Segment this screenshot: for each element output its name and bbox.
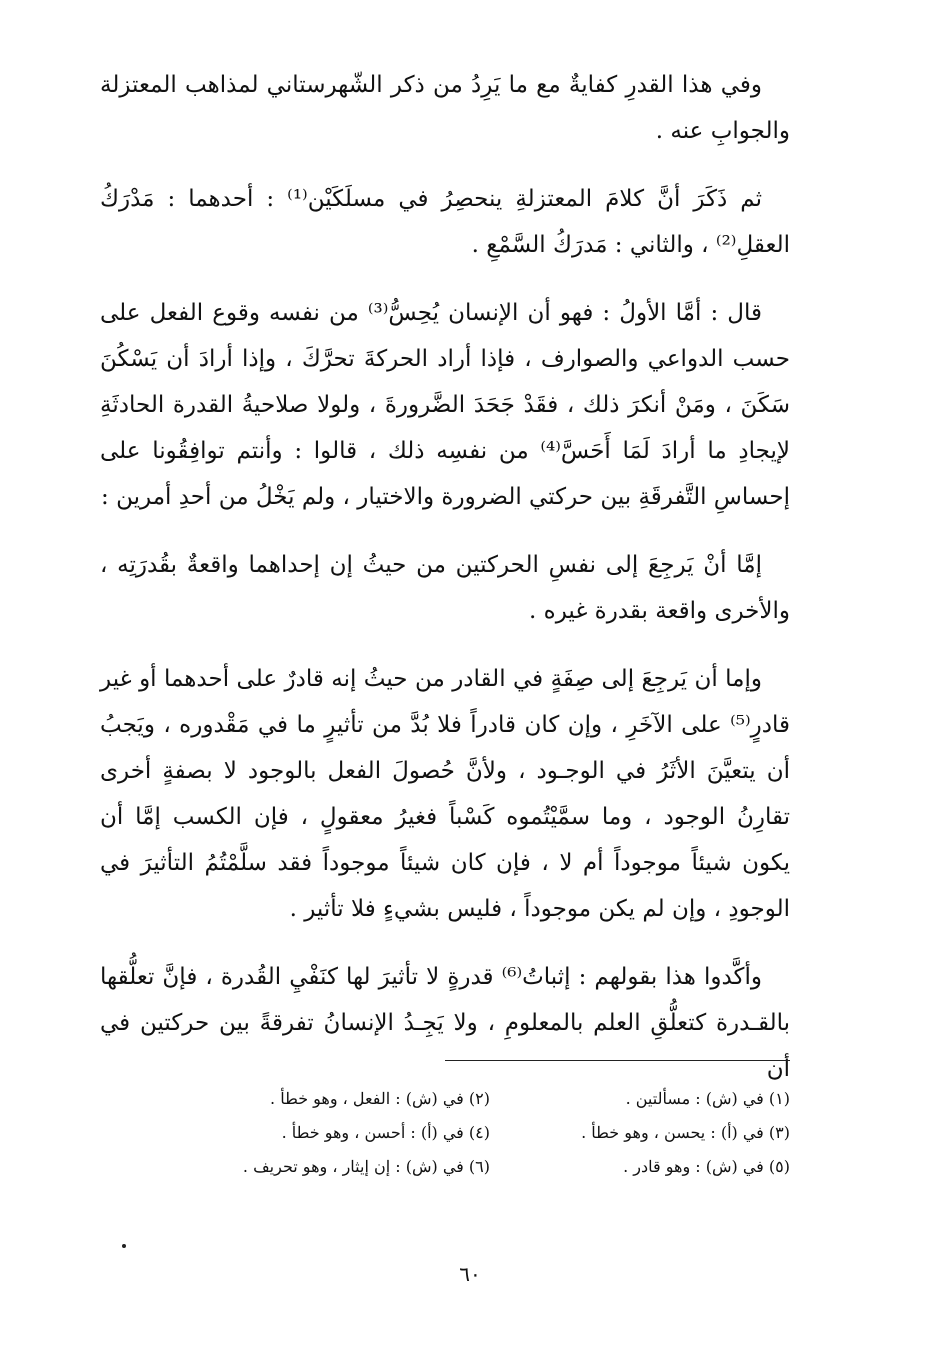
footnote-4: (٤) في (أ) : أحسن ، وهو خطأ .: [281, 1123, 490, 1142]
footnote-row: [140, 1082, 790, 1116]
paragraph-5: وإما أن يَرجِعَ إلى صِفَةٍ في القادر من حيثُ إنه قادرٌ على أحدهما أو غير قادرٍ⁽⁵⁾ على الآخَرِ ، وإن كان قادراً فلا بُدَّ من تأثيرٍ ما في مَقْدوره ، ويَجبُ أن يتعيَّنَ الأثَرُ في الوجـود ، ولأنَّ حُصولَ الفعل بالوجود لا بصفةٍ أخرى تقارِنُ الوجود ، وما سمَّيْتُموه كَسْباً فغيرُ معقولٍ ، فإن الكسب إمَّا أن يكون شيئاً موجوداً أم لا ، فإن كان شيئاً موجوداً فقد سلَّمْتُمُ التأثيرَ في الوجودِ ، وإن لم يكن موجوداً ، فليس بشيءٍ فلا تأثير .: [100, 666, 790, 922]
footnote-row: [140, 1116, 790, 1150]
footnote-6: (٦) في (ش) : إن إيثار ، وهو تحريف .: [242, 1157, 490, 1176]
footnote-5: (٥) في (ش) : وهو قادر .: [623, 1157, 790, 1176]
page-number: ٦٠: [459, 1262, 481, 1286]
paragraph-6: وأكَّدوا هذا بقولهم : إثباتُ⁽⁶⁾ قدرةٍ لا تأثيرَ لها كنَفْيِ القُدرة ، فإنَّ تعلُّقها بالقـدرة كتعلُّقِ العلم بالمعلومِ ، ولا يَجِـدُ الإنسانُ تفرقةً بين حركتين في أن: [100, 964, 790, 1082]
paragraph-2: ثم ذَكَرَ أنَّ كلامَ المعتزلةِ ينحصِرُ في مسلَكَيْن⁽¹⁾ : أحدهما : مَدْرَكُ العقلِ⁽²⁾ ، والثاني : مَدرَكُ السَّمْعِ .: [100, 186, 790, 258]
paragraph-1: وفي هذا القدرِ كفايةٌ مع ما يَرِدُ من ذكر الشّهرستاني لمذاهب المعتزلة والجوابِ عنه .: [100, 72, 790, 144]
main-text: [100, 62, 790, 1092]
paragraph-3: قال : أمَّا الأولُ : فهو أن الإنسان يُحِسُّ⁽³⁾ من نفسه وقوع الفعل على حسب الدواعي والصوارف ، فإذا أراد الحركةَ تحرَّكَ ، وإذا أرادَ أن يَسْكُنَ سَكَنَ ، ومَنْ أنكرَ ذلك ، فقَدْ جَحَدَ الضَّرورةَ ، ولولا صلاحيةُ القدرة الحادثَةِ لإيجادِ ما أرادَ لَمَا أَحَسَّ⁽⁴⁾ من نفسِه ذلك ، قالوا : وأنتم توافِقُونا على إحساسِ التَّفرقَةِ بين حركتي الضرورة والاختيار ، ولم يَخْلُ من أحدِ أمرين :: [100, 300, 790, 510]
paragraph-4: إمَّا أنْ يَرجِعَ إلى نفسِ الحركتين من حيثُ إن إحداهما واقعةٌ بقُدرَتِه ، والأخرى واقعة بقدرة غيره .: [100, 552, 790, 624]
footnotes: [140, 1082, 790, 1184]
footnote-row: [140, 1150, 790, 1184]
footnote-1: (١) في (ش) : مسألتين .: [625, 1089, 790, 1108]
footnote-3: (٣) في (أ) : يحسن ، وهو خطأ .: [581, 1123, 790, 1142]
footnote-separator: [445, 1060, 790, 1061]
footnote-2: (٢) في (ش) : الفعل ، وهو خطأ .: [270, 1089, 490, 1108]
stray-dot-mark: [122, 1244, 126, 1248]
